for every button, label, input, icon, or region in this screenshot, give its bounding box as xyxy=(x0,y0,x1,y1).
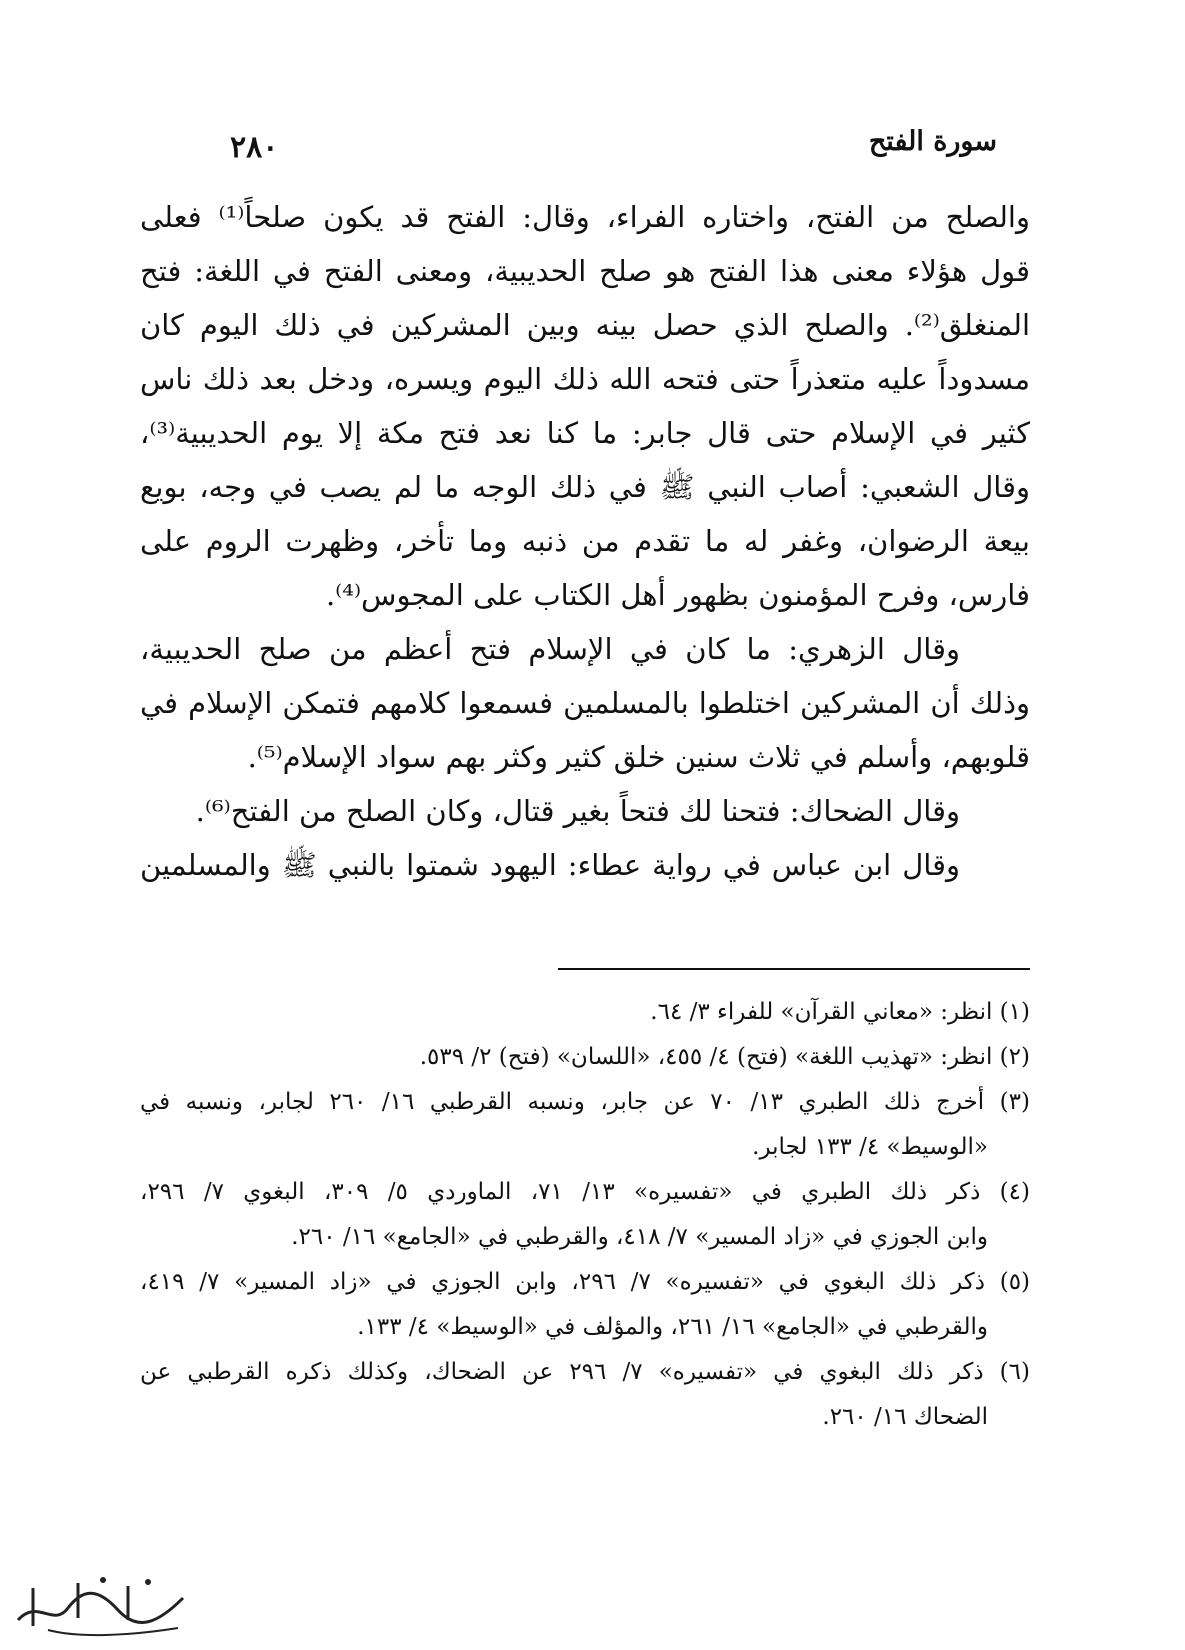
footnote-divider xyxy=(558,968,1030,970)
footnote-line: (٥) ذكر ذلك البغوي في «تفسيره» ٧/ ٢٩٦، وابن الجوزي في «زاد المسير» ٧/ ٤١٩، xyxy=(140,1269,1030,1295)
body-line: وقال الشعبي: أصاب النبي ﷺ في ذلك الوجه ما لم يصب في وجه، بويع xyxy=(140,470,1030,504)
body-line: وذلك أن المشركين اختلطوا بالمسلمين فسمعوا كلامهم فتمكن الإسلام في xyxy=(140,686,1030,720)
body-line: وقال الزهري: ما كان في الإسلام فتح أعظم من صلح الحديبية، xyxy=(140,632,960,666)
publisher-logo xyxy=(8,1568,198,1643)
footnote-line: الضحاك ١٦/ ٢٦٠. xyxy=(822,1404,988,1430)
footnotes xyxy=(140,990,1030,1440)
body-line: قول هؤلاء معنى هذا الفتح هو صلح الحديبية، ومعنى الفتح في اللغة: فتح xyxy=(140,254,1030,288)
body-line: والصلح من الفتح، واختاره الفراء، وقال: الفتح قد يكون صلحاً⁽¹⁾ فعلى xyxy=(140,200,1030,234)
body-line: مسدوداً عليه متعذراً حتى فتحه الله ذلك اليوم ويسره، ودخل بعد ذلك ناس xyxy=(140,362,1030,396)
footnote-line: (٤) ذكر ذلك الطبري في «تفسيره» ١٣/ ٧١، الماوردي ٥/ ٣٠٩، البغوي ٧/ ٢٩٦، xyxy=(140,1179,1030,1205)
footnote-line: والقرطبي في «الجامع» ١٦/ ٢٦١، والمؤلف في «الوسيط» ٤/ ١٣٣. xyxy=(357,1314,988,1340)
footnote-line: (٣) أخرج ذلك الطبري ١٣/ ٧٠ عن جابر، ونسبه القرطبي ١٦/ ٢٦٠ لجابر، ونسبه في xyxy=(140,1089,1030,1115)
body-line: وقال الضحاك: فتحنا لك فتحاً بغير قتال، وكان الصلح من الفتح⁽⁶⁾. xyxy=(195,794,960,828)
footnote-line: (٦) ذكر ذلك البغوي في «تفسيره» ٧/ ٢٩٦ عن الضحاك، وكذلك ذكره القرطبي عن xyxy=(140,1359,1030,1385)
body-line: وقال ابن عباس في رواية عطاء: اليهود شمتوا بالنبي ﷺ والمسلمين xyxy=(140,848,960,882)
footnote-line: وابن الجوزي في «زاد المسير» ٧/ ٤١٨، والقرطبي في «الجامع» ١٦/ ٢٦٠. xyxy=(291,1224,988,1250)
body-line: فارس، وفرح المؤمنون بظهور أهل الكتاب على المجوس⁽⁴⁾. xyxy=(325,578,1030,612)
page-number: ٢٨٠ xyxy=(230,130,279,165)
footnote-line: (٢) انظر: «تهذيب اللغة» (فتح) ٤/ ٤٥٥، «اللسان» (فتح) ٢/ ٥٣٩. xyxy=(419,1044,1030,1070)
body-line: كثير في الإسلام حتى قال جابر: ما كنا نعد فتح مكة إلا يوم الحديبية⁽³⁾، xyxy=(140,416,1030,450)
page-header xyxy=(230,118,997,178)
running-title: سورة الفتح xyxy=(868,126,997,157)
main-text xyxy=(140,190,1030,892)
body-line: بيعة الرضوان، وغفر له ما تقدم من ذنبه وما تأخر، وظهرت الروم على xyxy=(140,524,1030,558)
body-line: قلوبهم، وأسلم في ثلاث سنين خلق كثير وكثر بهم سواد الإسلام⁽⁵⁾. xyxy=(247,740,1030,774)
footnote-line: «الوسيط» ٤/ ١٣٣ لجابر. xyxy=(752,1134,988,1160)
body-line: المنغلق⁽²⁾. والصلح الذي حصل بينه وبين المشركين في ذلك اليوم كان xyxy=(140,308,1030,342)
footnote-line: (١) انظر: «معاني القرآن» للفراء ٣/ ٦٤. xyxy=(650,999,1030,1025)
